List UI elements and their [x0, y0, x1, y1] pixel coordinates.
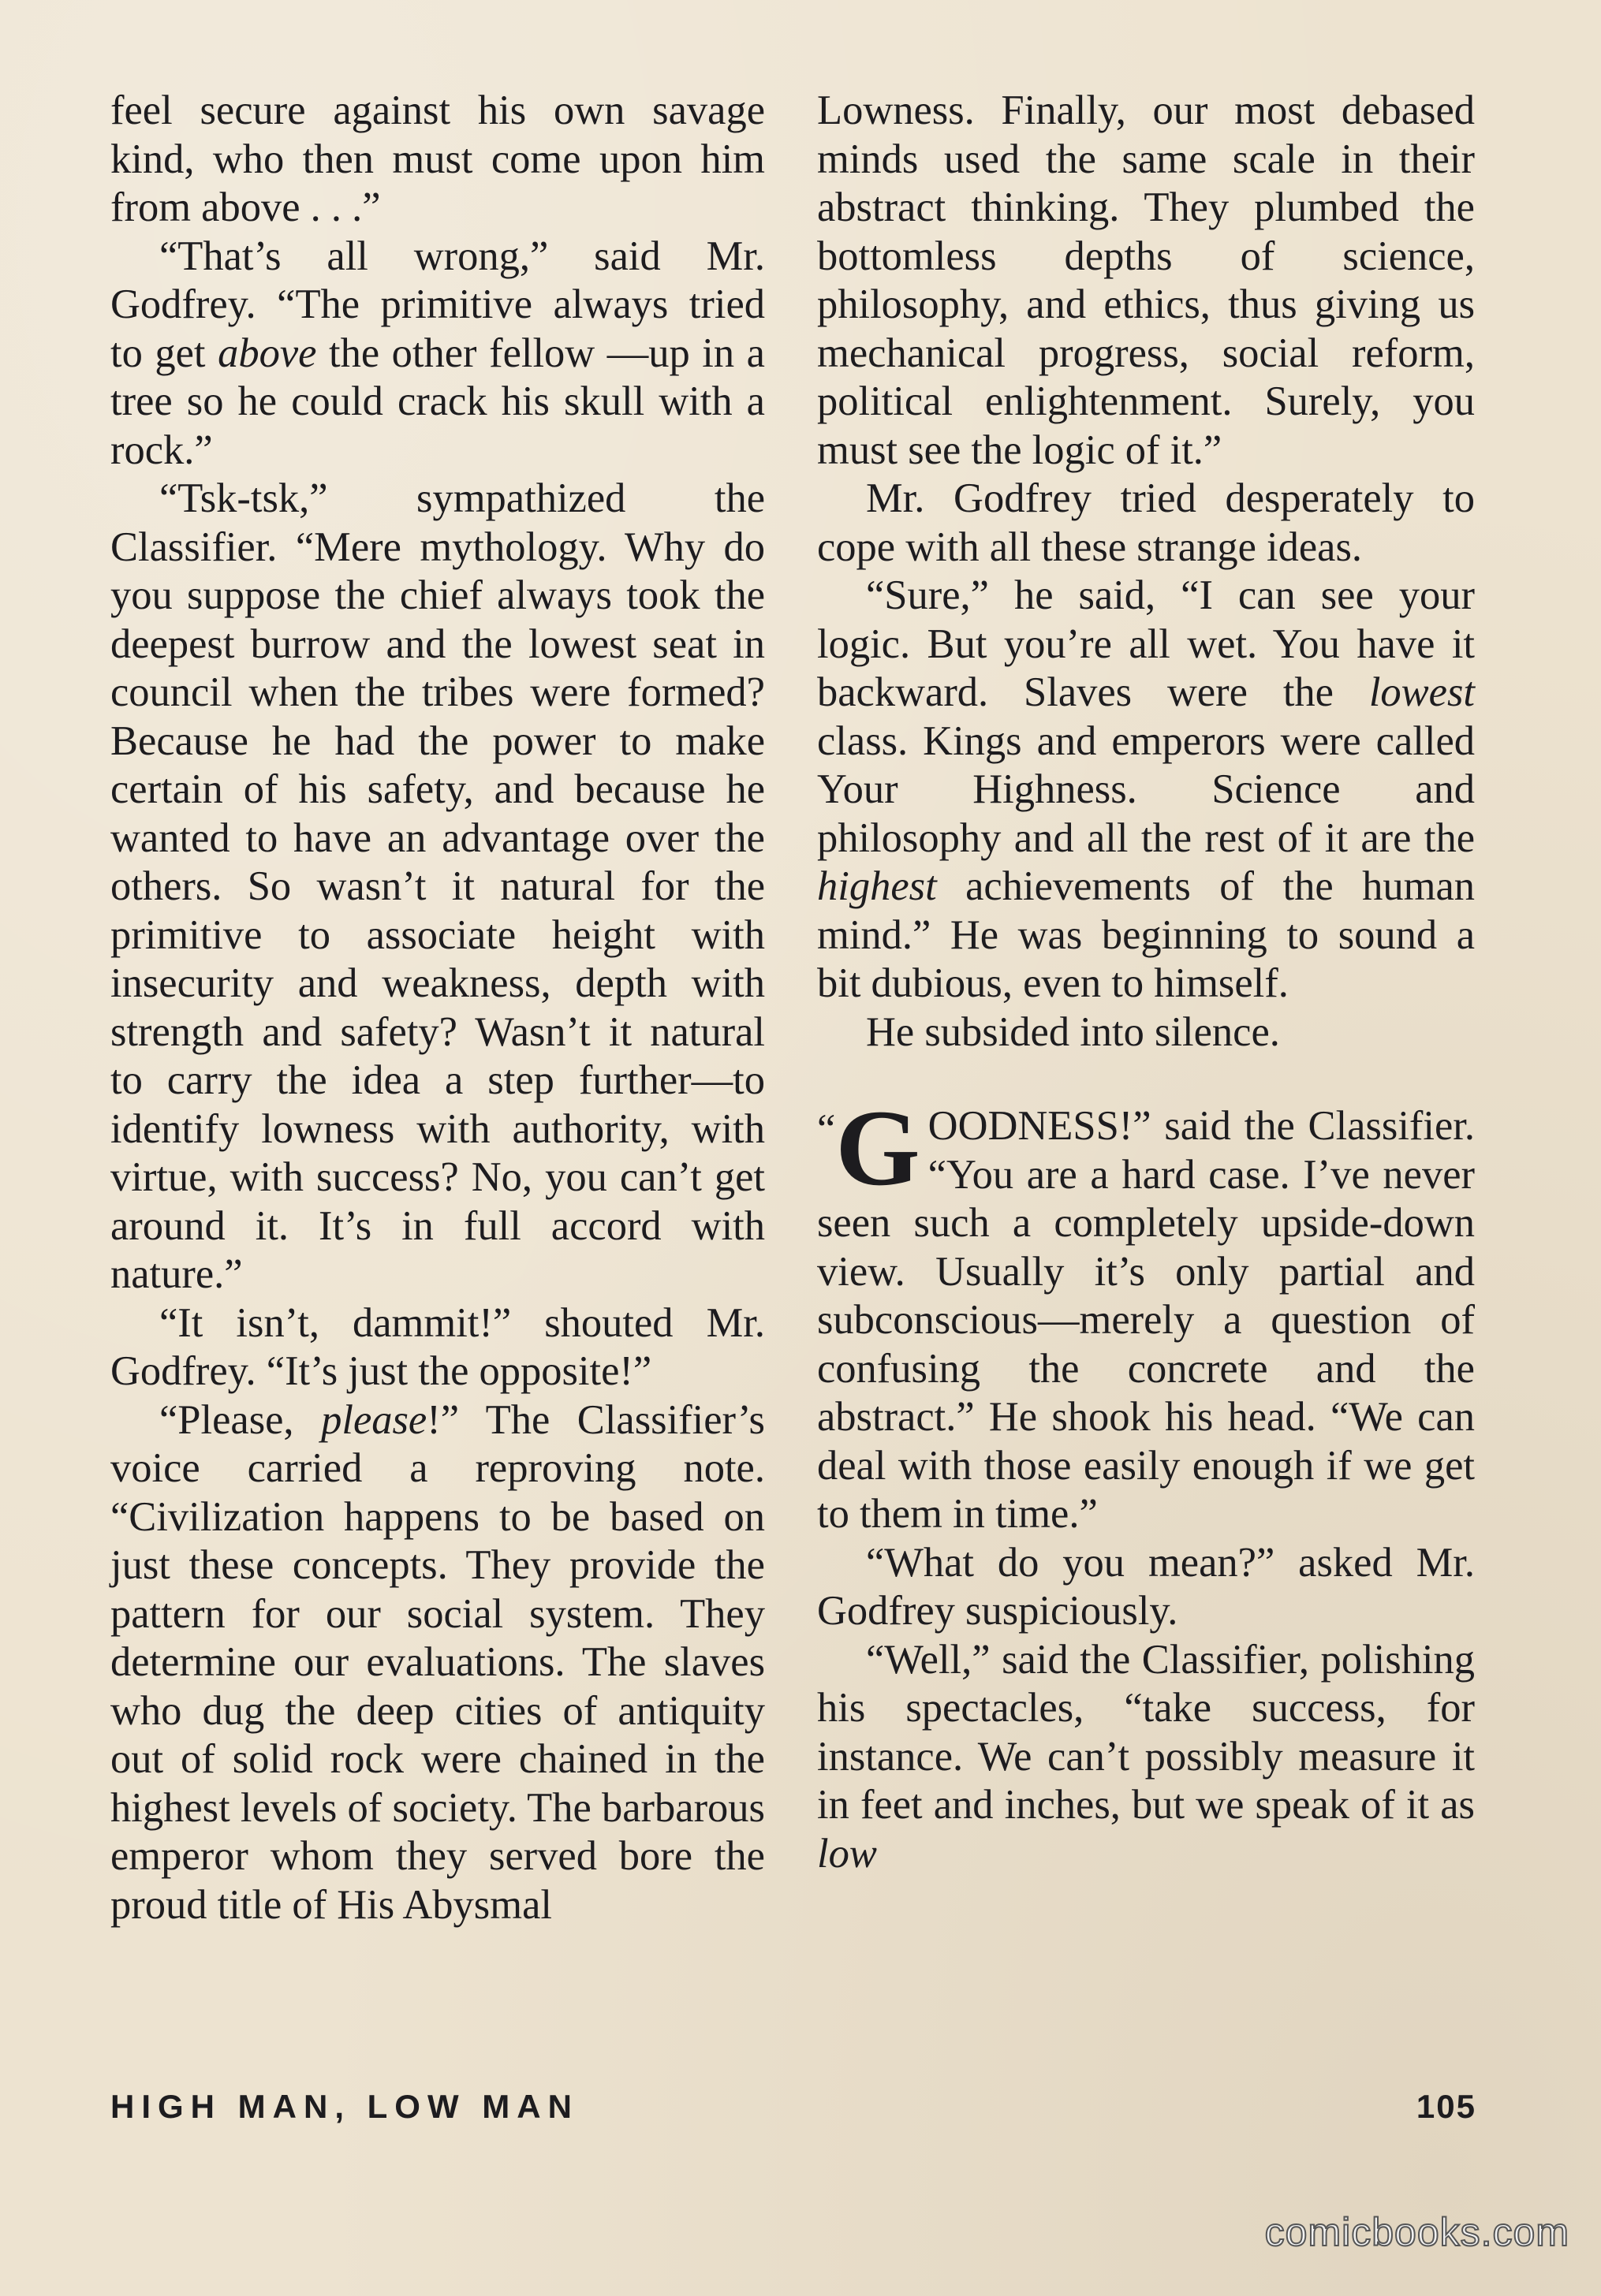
- paragraph: “That’s all wrong,” said Mr. Godfrey. “The primitive always tried to get above the other fellow —up in a tree so he could crack his skull with a rock.”: [110, 233, 765, 473]
- right-text-column: [817, 87, 1475, 1878]
- drop-cap: [817, 1087, 920, 1208]
- drop-cap-letter: G: [835, 1087, 920, 1208]
- paragraph: “Tsk-tsk,” sympathized the Classifier. “Mere mythology. Why do you suppose the chief always took the deepest burrow and the lowest seat in council when the tribes were formed? Because he had the power to make certain of his safety, and because he wanted to have an advantage over the others. So wasn’t it natural for the primitive to associate height with insecurity and weakness, depth with strength and safety? Wasn’t it natural to carry the idea a step further—to identify lowness with authority, with virtue, with success? No, you can’t get around it. It’s in full accord with nature.”: [110, 475, 765, 1297]
- watermark-logo: comicbooks.com: [1264, 2210, 1569, 2254]
- paragraph: “It isn’t, dammit!” shouted Mr. Godfrey. “It’s just the opposite!”: [110, 1299, 765, 1394]
- paragraph: “Please, please!” The Classifier’s voice carried a reproving note. “Civilization happens to be based on just these concepts. They provide the pattern for our social system. They determine our evaluations. The slaves who dug the deep cities of antiquity out of solid rock were chained in the highest levels of society. The barbarous emperor whom they served bore the proud title of His Abysmal: [110, 1396, 765, 1928]
- dropcap-paragraph: [817, 1087, 1475, 1539]
- drop-cap-quote: “: [817, 1106, 836, 1152]
- left-text-column: [110, 87, 765, 1929]
- paragraph: “Well,” said the Classifier, polishing his spectacles, “take success, for instance. We can’t possibly measure it in feet and inches, but we speak of it as low: [817, 1636, 1475, 1877]
- page-number: 105: [1416, 2088, 1476, 2125]
- paragraph: feel secure against his own savage kind, who then must come upon him from above . . .”: [110, 88, 765, 230]
- paragraph: “Sure,” he said, “I can see your logic. But you’re all wet. You have it backward. Slaves were the lowest class. Kings and emperors were called Your Highness. Science and philosophy and all the rest of it are the highest achievements of the human mind.” He was beginning to sound a bit dubious, even to himself.: [817, 572, 1475, 1006]
- paragraph: He subsided into silence.: [866, 1008, 1280, 1055]
- paragraph: Mr. Godfrey tried desperately to cope with all these strange ideas.: [817, 475, 1475, 570]
- running-title: HIGH MAN, LOW MAN: [110, 2088, 579, 2125]
- page-footer: [110, 2088, 1476, 2132]
- paragraph: “What do you mean?” asked Mr. Godfrey suspiciously.: [817, 1539, 1475, 1634]
- paragraph: Lowness. Finally, our most debased minds used the same scale in their abstract thinking. They plumbed the bottomless depths of science, philosophy, and ethics, thus giving us mechanical progress, social reform, political enlightenment. Surely, you must see the logic of it.”: [817, 88, 1475, 473]
- dropcap-paragraph-text: OODNESS!” said the Classifier. “You are a hard case. I’ve never seen such a completely upside-down view. Usually it’s only partial and subconscious—merely a question of confusing the concrete and the abstract.” He shook his head. “We can deal with those easily enough if we get to them in time.”: [817, 1103, 1475, 1537]
